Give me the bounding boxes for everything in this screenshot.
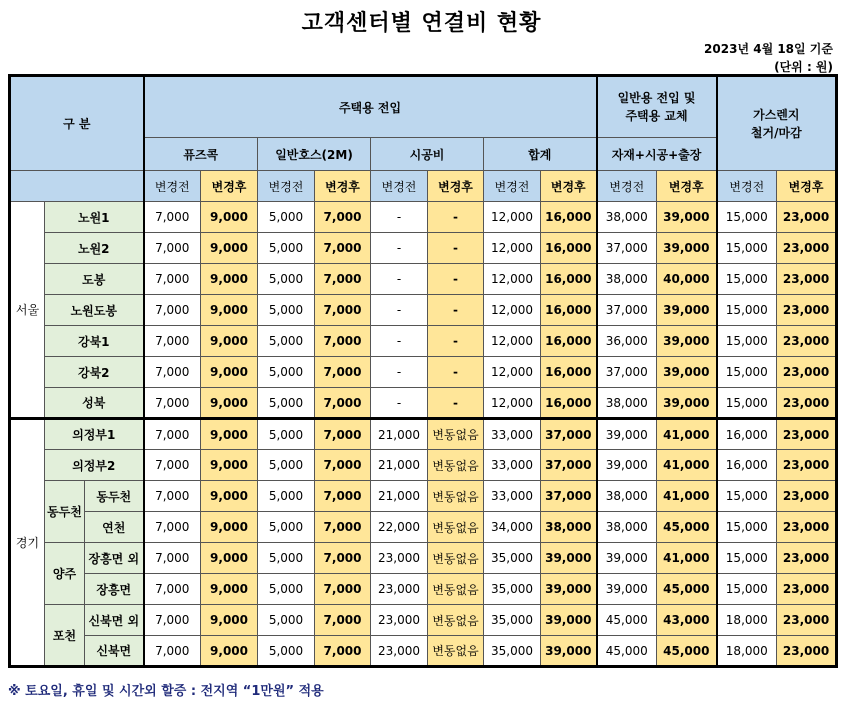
value-after: - — [428, 295, 484, 326]
value-after: 7,000 — [315, 605, 371, 636]
value-after: 7,000 — [315, 326, 371, 357]
value-before: 39,000 — [597, 543, 657, 574]
value-after: 41,000 — [657, 450, 717, 481]
before-header: 변경전 — [717, 171, 777, 202]
value-before: 5,000 — [258, 357, 315, 388]
value-after: 16,000 — [541, 388, 597, 419]
location-name: 노원1 — [45, 202, 144, 233]
value-before: 7,000 — [144, 574, 201, 605]
value-after: 9,000 — [201, 419, 258, 450]
value-after: 37,000 — [541, 450, 597, 481]
after-header: 변경후 — [315, 171, 371, 202]
value-before: 5,000 — [258, 233, 315, 264]
value-after: 9,000 — [201, 481, 258, 512]
value-after: 23,000 — [777, 605, 837, 636]
value-before: 45,000 — [597, 605, 657, 636]
value-after: 9,000 — [201, 543, 258, 574]
value-before: 23,000 — [371, 574, 428, 605]
value-after: 39,000 — [657, 326, 717, 357]
location-name: 장흥면 외 — [85, 543, 144, 574]
page-title: 고객센터별 연결비 현황 — [301, 11, 542, 36]
value-before: 7,000 — [144, 326, 201, 357]
value-after: 23,000 — [777, 202, 837, 233]
value-before: - — [371, 295, 428, 326]
subgroup-dongducheon: 동두천 — [45, 481, 85, 543]
value-after: - — [428, 233, 484, 264]
value-before: 15,000 — [717, 264, 777, 295]
value-after: 7,000 — [315, 574, 371, 605]
value-after: 23,000 — [777, 357, 837, 388]
region-seoul: 서울 — [10, 202, 45, 419]
value-after: 23,000 — [777, 481, 837, 512]
value-before: 38,000 — [597, 388, 657, 419]
value-after: 7,000 — [315, 295, 371, 326]
table-row — [10, 295, 837, 326]
value-before: 35,000 — [484, 636, 541, 667]
value-after: 41,000 — [657, 543, 717, 574]
value-after: 7,000 — [315, 202, 371, 233]
value-after: 40,000 — [657, 264, 717, 295]
value-after: 23,000 — [777, 512, 837, 543]
value-after: 39,000 — [657, 357, 717, 388]
value-before: 7,000 — [144, 512, 201, 543]
value-before: 5,000 — [258, 605, 315, 636]
value-after: 변동없음 — [428, 543, 484, 574]
value-before: 7,000 — [144, 636, 201, 667]
value-after: 7,000 — [315, 481, 371, 512]
value-before: 21,000 — [371, 419, 428, 450]
value-before: 12,000 — [484, 233, 541, 264]
value-before: 23,000 — [371, 605, 428, 636]
value-before: 12,000 — [484, 388, 541, 419]
value-before: 23,000 — [371, 636, 428, 667]
value-after: 39,000 — [541, 636, 597, 667]
table-row — [10, 481, 837, 512]
location-name: 강북2 — [45, 357, 144, 388]
value-after: 23,000 — [777, 636, 837, 667]
value-before: - — [371, 388, 428, 419]
table-row — [10, 388, 837, 419]
value-before: 21,000 — [371, 481, 428, 512]
value-before: 37,000 — [597, 233, 657, 264]
value-after: 9,000 — [201, 295, 258, 326]
value-before: 5,000 — [258, 326, 315, 357]
value-after: 7,000 — [315, 419, 371, 450]
value-before: 38,000 — [597, 202, 657, 233]
value-before: 5,000 — [258, 202, 315, 233]
table-row — [10, 419, 837, 450]
before-header: 변경전 — [484, 171, 541, 202]
value-before: - — [371, 264, 428, 295]
value-before: - — [371, 326, 428, 357]
table-row — [10, 450, 837, 481]
location-name: 신북면 — [85, 636, 144, 667]
value-after: 23,000 — [777, 450, 837, 481]
total-header: 합계 — [484, 138, 597, 171]
value-before: 34,000 — [484, 512, 541, 543]
value-after: 39,000 — [657, 202, 717, 233]
value-after: 7,000 — [315, 636, 371, 667]
value-before: 5,000 — [258, 295, 315, 326]
value-after: 39,000 — [541, 574, 597, 605]
value-before: 38,000 — [597, 481, 657, 512]
value-before: 45,000 — [597, 636, 657, 667]
value-after: 7,000 — [315, 264, 371, 295]
value-after: 37,000 — [541, 419, 597, 450]
value-after: 7,000 — [315, 388, 371, 419]
value-after: 41,000 — [657, 419, 717, 450]
value-after: 45,000 — [657, 512, 717, 543]
subgroup-yangju: 양주 — [45, 543, 85, 605]
after-header: 변경후 — [428, 171, 484, 202]
value-after: 변동없음 — [428, 481, 484, 512]
value-before: 5,000 — [258, 543, 315, 574]
value-after: - — [428, 388, 484, 419]
subgroup-pocheon: 포천 — [45, 605, 85, 667]
value-after: 9,000 — [201, 388, 258, 419]
value-before: 5,000 — [258, 388, 315, 419]
value-before: 7,000 — [144, 605, 201, 636]
value-after: 39,000 — [657, 388, 717, 419]
material-header: 자재+시공+출장 — [597, 138, 717, 171]
value-before: 7,000 — [144, 543, 201, 574]
value-before: 33,000 — [484, 450, 541, 481]
value-after: 7,000 — [315, 357, 371, 388]
value-before: 12,000 — [484, 326, 541, 357]
value-before: 15,000 — [717, 481, 777, 512]
fee-table — [8, 74, 838, 668]
value-after: 9,000 — [201, 326, 258, 357]
hose-header: 일반호스(2M) — [258, 138, 371, 171]
location-name: 성북 — [45, 388, 144, 419]
install-header: 시공비 — [371, 138, 484, 171]
location-name: 노원도봉 — [45, 295, 144, 326]
value-before: 37,000 — [597, 295, 657, 326]
value-before: 15,000 — [717, 357, 777, 388]
value-before: 12,000 — [484, 295, 541, 326]
table-row — [10, 326, 837, 357]
table-row — [10, 357, 837, 388]
location-name: 신북면 외 — [85, 605, 144, 636]
location-name: 의정부1 — [45, 419, 144, 450]
value-before: 15,000 — [717, 233, 777, 264]
value-before: 23,000 — [371, 543, 428, 574]
value-before: 12,000 — [484, 202, 541, 233]
value-before: 37,000 — [597, 357, 657, 388]
value-after: 23,000 — [777, 388, 837, 419]
value-before: 15,000 — [717, 326, 777, 357]
general-header: 일반용 전입 및 주택용 교체 — [597, 76, 717, 138]
value-after: 16,000 — [541, 357, 597, 388]
gas-range-header: 가스렌지 철거/마감 — [717, 76, 837, 171]
value-before: 7,000 — [144, 264, 201, 295]
value-before: 5,000 — [258, 419, 315, 450]
value-before: 18,000 — [717, 636, 777, 667]
table-row — [10, 512, 837, 543]
value-before: 35,000 — [484, 574, 541, 605]
value-after: 39,000 — [657, 233, 717, 264]
value-after: 23,000 — [777, 326, 837, 357]
value-after: 16,000 — [541, 202, 597, 233]
before-header: 변경전 — [597, 171, 657, 202]
value-after: 변동없음 — [428, 419, 484, 450]
value-before: 7,000 — [144, 233, 201, 264]
value-before: 12,000 — [484, 264, 541, 295]
location-name: 연천 — [85, 512, 144, 543]
value-after: 39,000 — [541, 543, 597, 574]
footnote: ※ 토요일, 휴일 및 시간외 할증 : 전지역 “1만원” 적용 — [8, 684, 324, 699]
value-after: 41,000 — [657, 481, 717, 512]
location-name: 동두천 — [85, 481, 144, 512]
value-after: 변동없음 — [428, 605, 484, 636]
value-after: 38,000 — [541, 512, 597, 543]
date-note: 2023년 4월 18일 기준 — [704, 42, 833, 56]
value-after: 9,000 — [201, 574, 258, 605]
value-after: 7,000 — [315, 543, 371, 574]
value-before: - — [371, 233, 428, 264]
value-before: 39,000 — [597, 450, 657, 481]
value-after: 16,000 — [541, 326, 597, 357]
value-after: - — [428, 357, 484, 388]
location-name: 의정부2 — [45, 450, 144, 481]
value-after: 16,000 — [541, 233, 597, 264]
value-after: - — [428, 202, 484, 233]
value-after: 9,000 — [201, 233, 258, 264]
value-before: 15,000 — [717, 543, 777, 574]
value-before: 5,000 — [258, 636, 315, 667]
value-after: 23,000 — [777, 574, 837, 605]
value-before: 21,000 — [371, 450, 428, 481]
before-header: 변경전 — [371, 171, 428, 202]
value-after: 변동없음 — [428, 450, 484, 481]
location-name: 도봉 — [45, 264, 144, 295]
division-header: 구 분 — [10, 76, 144, 171]
value-before: 39,000 — [597, 419, 657, 450]
value-before: 15,000 — [717, 295, 777, 326]
value-after: 23,000 — [777, 295, 837, 326]
value-after: 9,000 — [201, 264, 258, 295]
before-header: 변경전 — [144, 171, 201, 202]
region-gyeonggi: 경기 — [10, 419, 45, 667]
value-before: 5,000 — [258, 481, 315, 512]
value-before: 7,000 — [144, 450, 201, 481]
unit-note: (단위 : 원) — [774, 60, 833, 74]
after-header: 변경후 — [201, 171, 258, 202]
location-name: 노원2 — [45, 233, 144, 264]
housing-header: 주택용 전입 — [144, 76, 597, 138]
value-after: 9,000 — [201, 450, 258, 481]
value-before: - — [371, 202, 428, 233]
value-before: 39,000 — [597, 574, 657, 605]
value-before: 7,000 — [144, 388, 201, 419]
table-row — [10, 574, 837, 605]
value-before: 5,000 — [258, 512, 315, 543]
table-row — [10, 636, 837, 667]
value-after: 변동없음 — [428, 574, 484, 605]
value-after: 23,000 — [777, 233, 837, 264]
value-before: 12,000 — [484, 357, 541, 388]
table-row — [10, 605, 837, 636]
value-before: 36,000 — [597, 326, 657, 357]
value-before: 7,000 — [144, 357, 201, 388]
value-before: 15,000 — [717, 388, 777, 419]
after-header: 변경후 — [541, 171, 597, 202]
value-after: 43,000 — [657, 605, 717, 636]
value-before: 5,000 — [258, 264, 315, 295]
fuse-cock-header: 퓨즈콕 — [144, 138, 258, 171]
value-after: 45,000 — [657, 636, 717, 667]
value-before: 38,000 — [597, 264, 657, 295]
value-before: 16,000 — [717, 419, 777, 450]
value-after: 9,000 — [201, 357, 258, 388]
value-before: 18,000 — [717, 605, 777, 636]
value-before: 7,000 — [144, 295, 201, 326]
after-header: 변경후 — [777, 171, 837, 202]
value-after: 7,000 — [315, 450, 371, 481]
value-after: 16,000 — [541, 264, 597, 295]
value-before: 15,000 — [717, 574, 777, 605]
table-row — [10, 543, 837, 574]
value-before: 7,000 — [144, 419, 201, 450]
value-before: 22,000 — [371, 512, 428, 543]
value-before: 33,000 — [484, 481, 541, 512]
value-after: 37,000 — [541, 481, 597, 512]
before-header: 변경전 — [258, 171, 315, 202]
after-header: 변경후 — [657, 171, 717, 202]
value-before: - — [371, 357, 428, 388]
value-before: 38,000 — [597, 512, 657, 543]
value-after: 39,000 — [657, 295, 717, 326]
value-after: 7,000 — [315, 512, 371, 543]
value-after: 변동없음 — [428, 636, 484, 667]
value-before: 15,000 — [717, 202, 777, 233]
division-header-cont — [10, 171, 144, 202]
value-after: 9,000 — [201, 202, 258, 233]
value-before: 15,000 — [717, 512, 777, 543]
location-name: 장흥면 — [85, 574, 144, 605]
value-after: 16,000 — [541, 295, 597, 326]
value-after: - — [428, 326, 484, 357]
table-row — [10, 202, 837, 233]
value-after: 45,000 — [657, 574, 717, 605]
value-before: 16,000 — [717, 450, 777, 481]
table-row — [10, 233, 837, 264]
value-after: 39,000 — [541, 605, 597, 636]
value-after: 9,000 — [201, 605, 258, 636]
value-before: 5,000 — [258, 574, 315, 605]
value-before: 7,000 — [144, 481, 201, 512]
value-before: 5,000 — [258, 450, 315, 481]
value-after: 9,000 — [201, 512, 258, 543]
location-name: 강북1 — [45, 326, 144, 357]
value-before: 7,000 — [144, 202, 201, 233]
table-row — [10, 264, 837, 295]
value-after: 23,000 — [777, 543, 837, 574]
value-after: 7,000 — [315, 233, 371, 264]
value-after: 23,000 — [777, 264, 837, 295]
value-after: - — [428, 264, 484, 295]
value-after: 23,000 — [777, 419, 837, 450]
value-after: 변동없음 — [428, 512, 484, 543]
value-before: 35,000 — [484, 543, 541, 574]
value-after: 9,000 — [201, 636, 258, 667]
value-before: 35,000 — [484, 605, 541, 636]
value-before: 33,000 — [484, 419, 541, 450]
